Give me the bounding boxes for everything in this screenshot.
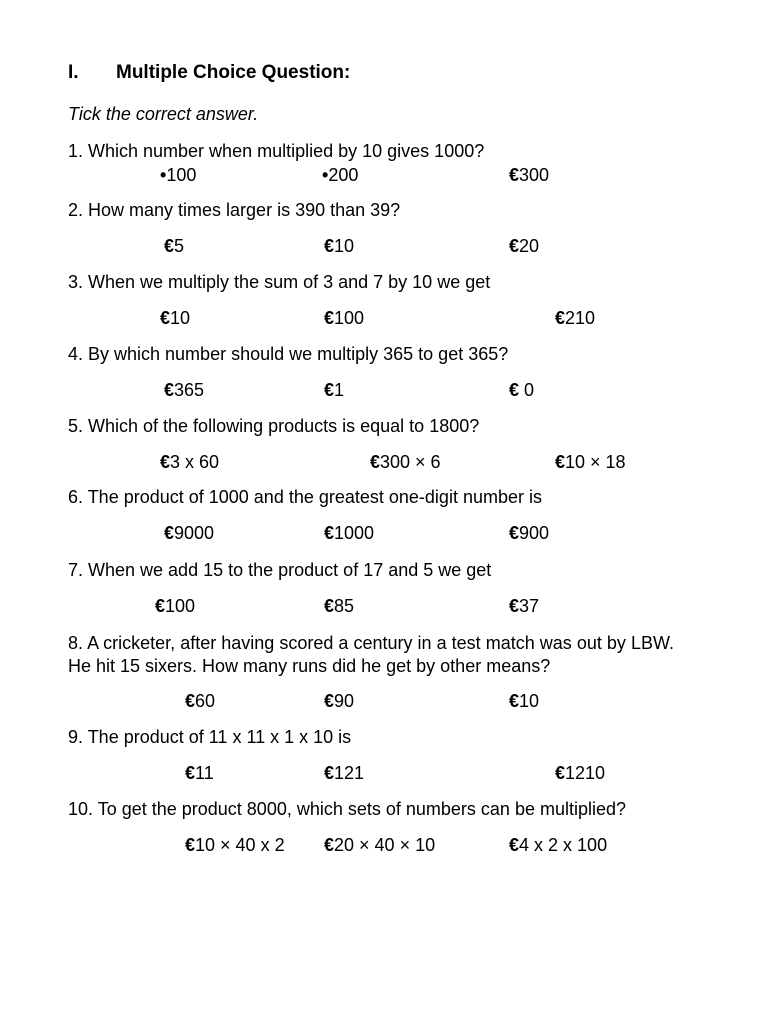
section-number: I. bbox=[68, 62, 79, 83]
option-label: 10 bbox=[170, 308, 191, 328]
tick-box-icon: € bbox=[509, 691, 520, 711]
question-1-option-b[interactable] bbox=[322, 165, 358, 186]
question-10-option-c[interactable] bbox=[509, 835, 607, 856]
question-7-option-a[interactable] bbox=[155, 596, 195, 617]
question-6-option-b[interactable] bbox=[324, 523, 374, 544]
option-label: 210 bbox=[565, 308, 596, 328]
option-label: 100 bbox=[165, 596, 196, 616]
question-6-option-c[interactable] bbox=[509, 523, 549, 544]
tick-box-icon: € bbox=[164, 380, 175, 400]
option-label: 1000 bbox=[334, 523, 375, 543]
tick-box-icon: € bbox=[155, 596, 166, 616]
tick-box-icon: € bbox=[324, 523, 335, 543]
tick-box-icon: € bbox=[324, 308, 335, 328]
tick-box-icon: € bbox=[164, 523, 175, 543]
question-1-text: 1. Which number when multiplied by 10 gives 1000? bbox=[68, 141, 485, 161]
option-label: 20 × 40 × 10 bbox=[334, 835, 436, 855]
option-label: 11 bbox=[195, 763, 214, 783]
question-7-option-c[interactable] bbox=[509, 596, 539, 617]
question-3-option-b[interactable] bbox=[324, 308, 364, 329]
tick-box-icon: € bbox=[555, 308, 566, 328]
option-label: 4 x 2 x 100 bbox=[519, 835, 608, 855]
tick-box-icon: € bbox=[509, 380, 520, 400]
question-6-text: 6. The product of 1000 and the greatest one-digit number is bbox=[68, 487, 542, 507]
question-4-option-a[interactable] bbox=[164, 380, 204, 401]
question-5-option-a[interactable] bbox=[160, 452, 219, 473]
question-2-option-a[interactable] bbox=[164, 236, 184, 257]
option-label: 10 × 18 bbox=[565, 452, 626, 472]
question-9-option-b[interactable] bbox=[324, 763, 364, 784]
tick-box-icon: € bbox=[324, 596, 335, 616]
tick-box-icon: € bbox=[324, 236, 335, 256]
bullet-icon: • bbox=[160, 165, 167, 185]
question-8-option-c[interactable] bbox=[509, 691, 539, 712]
question-4-option-b[interactable] bbox=[324, 380, 344, 401]
option-label: 37 bbox=[519, 596, 540, 616]
tick-box-icon: € bbox=[185, 763, 196, 783]
question-4-text: 4. By which number should we multiply 365 to get 365? bbox=[68, 344, 509, 364]
question-9-text: 9. The product of 11 x 11 x 1 x 10 is bbox=[68, 727, 352, 747]
tick-box-icon: € bbox=[160, 308, 171, 328]
question-5-text: 5. Which of the following products is equal to 1800? bbox=[68, 416, 480, 436]
question-5-option-b[interactable] bbox=[370, 452, 441, 473]
bullet-icon: • bbox=[322, 165, 329, 185]
option-label: 0 bbox=[519, 380, 535, 400]
option-label: 3 x 60 bbox=[170, 452, 220, 472]
option-label: 300 × 6 bbox=[380, 452, 441, 472]
option-label: 100 bbox=[334, 308, 365, 328]
instruction-text: Tick the correct answer. bbox=[68, 104, 259, 124]
option-label: 365 bbox=[174, 380, 205, 400]
option-label: 121 bbox=[334, 763, 365, 783]
question-9-option-a[interactable] bbox=[185, 763, 214, 784]
option-label: 85 bbox=[334, 596, 355, 616]
question-10-option-a[interactable] bbox=[185, 835, 285, 856]
tick-box-icon: € bbox=[324, 763, 335, 783]
option-label: 1 bbox=[334, 380, 345, 400]
tick-box-icon: € bbox=[509, 596, 520, 616]
tick-box-icon: € bbox=[509, 236, 520, 256]
question-2-text: 2. How many times larger is 390 than 39? bbox=[68, 200, 401, 220]
question-3-option-c[interactable] bbox=[555, 308, 595, 329]
option-label: 9000 bbox=[174, 523, 215, 543]
question-2-option-c[interactable] bbox=[509, 236, 539, 257]
tick-box-icon: € bbox=[185, 691, 196, 711]
tick-box-icon: € bbox=[509, 835, 520, 855]
tick-box-icon: € bbox=[555, 452, 566, 472]
tick-box-icon: € bbox=[324, 691, 335, 711]
question-9-option-c[interactable] bbox=[555, 763, 605, 784]
question-8-text: 8. A cricketer, after having scored a century in a test match was out by LBW. He hit 15 sixers. How many runs did he get by other means? bbox=[68, 633, 674, 676]
question-3-option-a[interactable] bbox=[160, 308, 190, 329]
question-1-option-a[interactable] bbox=[160, 165, 196, 186]
tick-box-icon: € bbox=[324, 835, 335, 855]
tick-box-icon: € bbox=[185, 835, 196, 855]
question-2-option-b[interactable] bbox=[324, 236, 354, 257]
question-8-option-b[interactable] bbox=[324, 691, 354, 712]
tick-box-icon: € bbox=[324, 380, 335, 400]
option-label: 10 bbox=[334, 236, 355, 256]
question-6-option-a[interactable] bbox=[164, 523, 214, 544]
question-4-option-c[interactable] bbox=[509, 380, 534, 401]
question-8-option-a[interactable] bbox=[185, 691, 215, 712]
question-10-option-b[interactable] bbox=[324, 835, 435, 856]
option-label: 10 bbox=[519, 691, 540, 711]
option-label: 90 bbox=[334, 691, 355, 711]
option-label: 100 bbox=[166, 165, 197, 185]
tick-box-icon: € bbox=[509, 523, 520, 543]
option-label: 900 bbox=[519, 523, 550, 543]
question-7-text: 7. When we add 15 to the product of 17 and 5 we get bbox=[68, 560, 492, 580]
tick-box-icon: € bbox=[370, 452, 381, 472]
option-label: 5 bbox=[174, 236, 185, 256]
option-label: 200 bbox=[328, 165, 359, 185]
section-title: Multiple Choice Question: bbox=[116, 62, 351, 83]
question-3-text: 3. When we multiply the sum of 3 and 7 by 10 we get bbox=[68, 272, 491, 292]
question-5-option-c[interactable] bbox=[555, 452, 626, 473]
option-label: 1210 bbox=[565, 763, 606, 783]
tick-box-icon: € bbox=[164, 236, 175, 256]
option-label: 10 × 40 x 2 bbox=[195, 835, 285, 855]
option-label: 20 bbox=[519, 236, 540, 256]
question-10-text: 10. To get the product 8000, which sets of numbers can be multiplied? bbox=[68, 799, 627, 819]
tick-box-icon: € bbox=[509, 165, 520, 185]
tick-box-icon: € bbox=[555, 763, 566, 783]
option-label: 300 bbox=[519, 165, 550, 185]
tick-box-icon: € bbox=[160, 452, 171, 472]
question-1-option-c[interactable] bbox=[509, 165, 549, 186]
question-7-option-b[interactable] bbox=[324, 596, 354, 617]
option-label: 60 bbox=[195, 691, 216, 711]
